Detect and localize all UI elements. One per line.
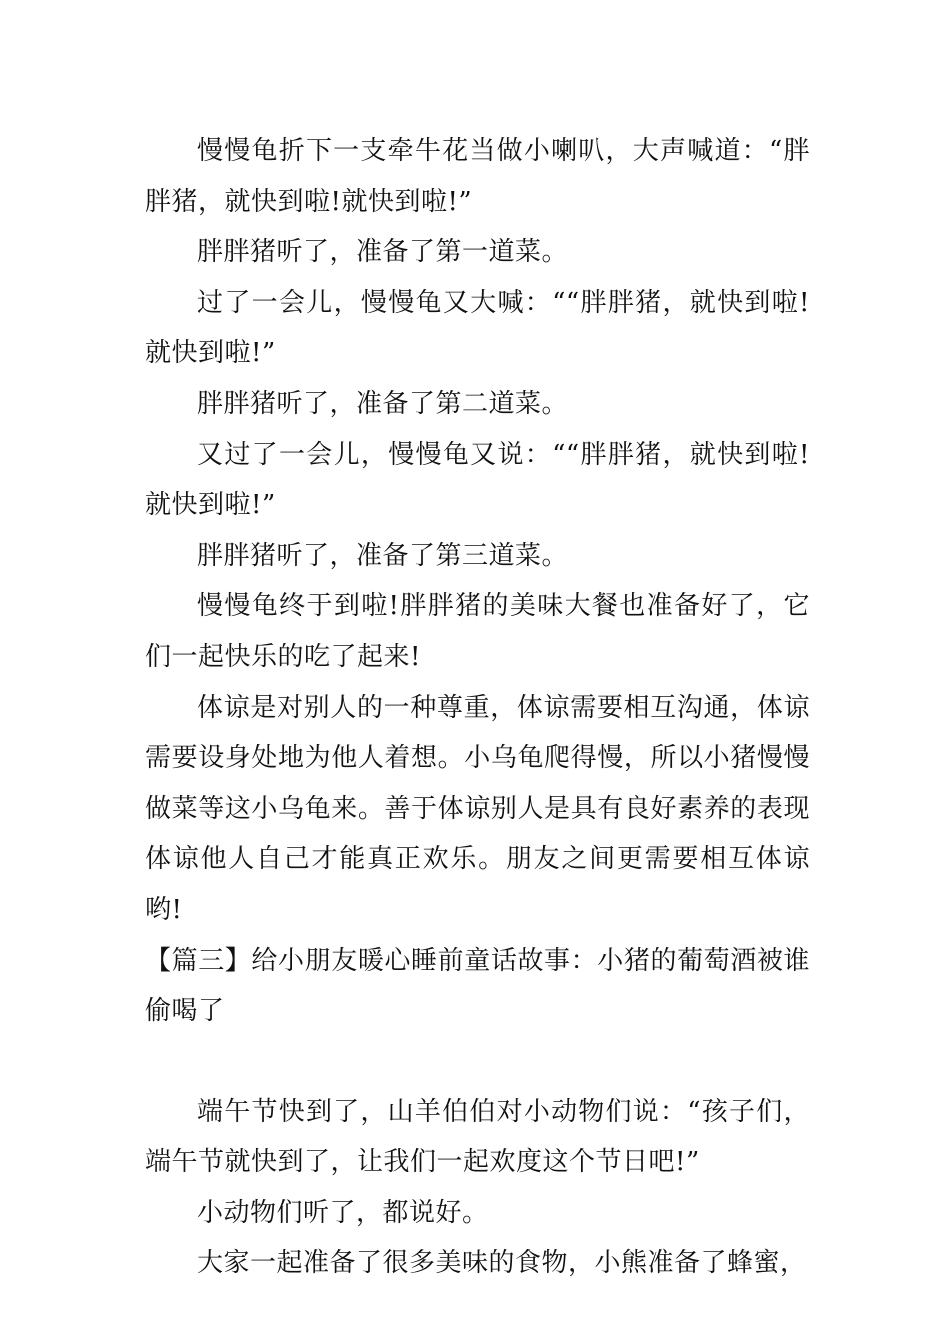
document-body: [145, 126, 810, 1289]
paragraph: 大家一起准备了很多美味的食物，小熊准备了蜂蜜，: [197, 1248, 807, 1279]
paragraph: 慢慢龟终于到啦!胖胖猪的美味大餐也准备好了，它们一起快乐的吃了起来!: [145, 591, 810, 672]
section-heading: 【篇三】给小朋友暖心睡前童话故事：小猪的葡萄酒被谁偷喝了: [145, 945, 810, 1027]
paragraph: 端午节快到了，山羊伯伯对小动物们说：“孩子们，端午节就快到了，让我们一起欢度这个节日吧!”: [145, 1096, 810, 1178]
paragraph: 小动物们听了，都说好。: [197, 1197, 489, 1228]
paragraph: 胖胖猪听了，准备了第三道菜。: [197, 540, 569, 571]
paragraph: 慢慢龟折下一支牵牛花当做小喇叭，大声喊道：“胖胖猪，就快到啦!就快到啦!”: [145, 136, 810, 217]
paragraph: 胖胖猪听了，准备了第二道菜。: [197, 388, 569, 419]
section-gap: [145, 1037, 810, 1087]
paragraph: 又过了一会儿，慢慢龟又说：““胖胖猪，就快到啦!就快到啦!”: [145, 439, 810, 521]
paragraph: 过了一会儿，慢慢龟又大喊：““胖胖猪，就快到啦!就快到啦!”: [145, 287, 810, 369]
paragraph: 体谅是对别人的一种尊重，体谅需要相互沟通，体谅需要设身处地为他人着想。小乌龟爬得慢，所以小猪慢慢做菜等这小乌龟来。善于体谅别人是具有良好素养的表现体谅他人自己才能真正欢乐。朋友之间更需要相互体谅哟!: [145, 692, 810, 925]
paragraph: 胖胖猪听了，准备了第一道菜。: [197, 237, 569, 268]
